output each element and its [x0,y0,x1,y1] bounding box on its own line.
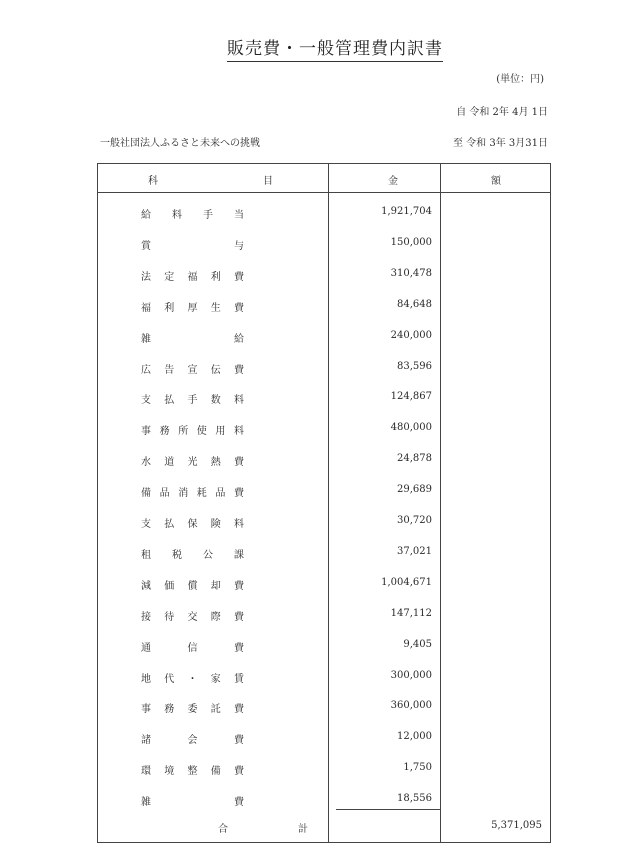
table-row [98,268,552,288]
expense-item-char: 費 [234,580,244,592]
expense-item-char: 水 [141,457,151,469]
period-to: 至 令和 3年 3月31日 [453,138,548,149]
expense-item-char: 厚 [187,302,198,314]
expense-item-char: 交 [187,611,198,623]
expense-item-char: 費 [234,611,244,623]
expense-item-amount: 24,878 [397,453,432,465]
expense-item-char: 費 [234,642,244,654]
expense-item-char: 租 [141,549,151,561]
table-row [98,391,552,411]
expense-item-amount: 29,689 [397,484,432,496]
table-row [98,762,552,782]
expense-item-amount: 1,921,704 [381,206,432,217]
expense-item-char: 費 [234,457,244,469]
expense-item-char: 支 [141,395,151,407]
document-title [0,34,640,62]
expense-item-char: 際 [210,611,221,623]
table-row [98,577,552,597]
expense-item-name [141,608,244,623]
expense-item-char: 雑 [141,333,151,345]
expense-item-char: 境 [164,766,175,778]
expense-item-char: 品 [215,488,226,500]
expense-item-name [141,762,244,777]
table-row [98,793,552,813]
expense-item-char: 険 [210,519,221,530]
expense-item-char: 法 [141,271,151,283]
expense-item-char: 定 [164,271,175,283]
expense-item-name [141,546,244,561]
expense-item-char: 保 [187,519,198,530]
expense-item-name [141,453,244,468]
expense-item-char: 福 [141,302,151,314]
expense-item-name [141,639,244,654]
expense-item-char: 賃 [234,673,244,685]
expense-item-name [141,422,244,437]
expense-item-char: 価 [164,580,175,592]
expense-item-char: 費 [234,364,244,376]
table-row [98,206,552,226]
expense-item-char: 環 [141,766,151,778]
expense-item-char: 払 [164,395,175,407]
expense-item-amount: 1,750 [403,762,432,774]
expense-item-char: 接 [141,611,151,623]
expense-item-name [141,206,244,221]
expense-item-char: 料 [233,426,244,438]
expense-item-char: 信 [187,642,198,654]
expense-item-char: 支 [141,519,151,530]
expense-item-char: 品 [159,488,170,500]
table-row [98,422,552,442]
expense-item-amount: 360,000 [390,700,432,712]
table-row [98,670,552,690]
expense-item-char: 給 [234,333,244,345]
expense-item-char: 税 [172,549,182,561]
expense-item-char: 雑 [141,797,151,809]
expense-item-char: 費 [234,797,244,809]
table-row [98,608,552,628]
expense-item-char: 用 [215,426,226,438]
expense-item-char: 公 [203,549,213,561]
expense-item-char: 料 [234,395,244,407]
expense-item-amount: 147,112 [390,607,432,619]
expense-item-amount: 9,405 [403,638,432,650]
expense-item-name [141,237,244,252]
expense-item-amount: 84,648 [397,298,432,310]
expense-item-char: 事 [141,426,151,438]
expense-item-char: 家 [210,673,221,685]
expense-item-amount: 300,000 [390,669,432,681]
expense-item-char: 務 [159,426,170,438]
expense-item-name [141,299,244,314]
expense-item-char: 福 [187,271,198,283]
table-row [98,453,552,473]
expense-item-name [141,515,244,530]
table-row [98,484,552,504]
table-row [98,330,552,350]
period-from: 自 令和 2年 4月 1日 [456,107,548,118]
expense-item-char: 費 [233,488,244,500]
expense-item-amount: 240,000 [390,329,432,341]
expense-item-char: 費 [234,271,244,283]
expense-item-char: 却 [210,580,221,592]
expense-item-name [141,484,244,499]
total-divider [336,809,440,810]
expense-item-char: 広 [141,364,151,376]
total-label [218,820,308,835]
expense-item-char: 料 [172,210,182,221]
table-row [98,639,552,659]
organization-name: 一般社団法人ふるさと未来への挑戦 [100,138,260,149]
expense-item-char: 賞 [141,240,151,252]
expense-item-amount: 310,478 [390,267,432,279]
expense-item-name [141,361,244,376]
expense-item-amount: 83,596 [397,360,432,372]
table-row [98,361,552,381]
expense-item-amount: 1,004,671 [381,576,432,588]
expense-item-char: 地 [141,673,151,685]
expense-item-char: 償 [187,580,198,592]
expense-item-name [141,670,244,685]
table-row [98,546,552,566]
table-row [98,299,552,319]
expense-item-char: 告 [164,364,175,376]
expense-item-amount: 37,021 [397,545,432,557]
expense-item-char: 耗 [196,488,207,500]
header-item-1: 科 [148,176,158,187]
expense-item-char: 待 [164,611,175,623]
table-row [98,515,552,535]
expense-item-char: 託 [210,704,221,716]
expense-item-char: 務 [164,704,175,716]
expense-item-char: 備 [210,766,221,778]
expense-item-char: 手 [203,210,213,221]
expense-table [97,163,551,843]
expense-item-char: 代 [164,673,175,685]
expense-item-amount: 480,000 [390,422,432,434]
expense-item-char: 通 [141,642,151,654]
header-amount-2: 額 [491,176,501,187]
unit-label: (単位：円) [496,74,544,85]
table-row [98,731,552,751]
expense-item-char: 生 [210,302,221,314]
expense-item-char: 所 [178,426,189,438]
expense-item-char: ・ [187,673,198,685]
expense-item-name [141,700,244,715]
expense-item-amount: 30,720 [397,515,432,526]
expense-item-name [141,731,244,746]
header-item-2: 目 [263,176,273,187]
expense-item-amount: 12,000 [397,731,432,743]
expense-item-name [141,391,244,406]
expense-item-char: 諸 [141,735,151,747]
expense-item-name [141,330,244,345]
expense-item-char: 事 [141,704,151,716]
table-row [98,237,552,257]
expense-item-char: 利 [210,271,221,283]
expense-item-char: 給 [141,210,151,221]
expense-item-char: 数 [210,395,221,407]
expense-item-char: 利 [164,302,175,314]
expense-item-char: 課 [234,549,244,561]
expense-item-char: 料 [234,519,244,530]
expense-item-char: 委 [187,704,198,716]
expense-item-char: 備 [141,488,151,500]
expense-item-char: 与 [234,240,244,252]
header-amount-1: 金 [388,176,398,187]
total-label-1: 合 [218,824,228,835]
total-label-2: 計 [298,824,308,835]
table-row [98,700,552,720]
expense-item-char: 使 [196,426,207,438]
expense-item-char: 費 [234,766,244,778]
expense-item-char: 熱 [210,457,221,469]
document-title-text: 販売費・一般管理費内訳書 [227,34,443,62]
expense-item-char: 光 [187,457,198,469]
expense-item-char: 費 [234,704,244,716]
expense-item-amount: 18,556 [397,793,432,805]
expense-item-char: 道 [164,457,175,469]
expense-item-name [141,577,244,592]
expense-item-char: 消 [178,488,189,500]
expense-item-char: 当 [234,210,244,221]
header-divider [98,192,550,193]
expense-item-char: 費 [234,302,244,314]
expense-item-name [141,793,244,808]
expense-item-char: 整 [187,766,198,778]
expense-item-char: 費 [234,735,244,747]
expense-item-char: 伝 [210,364,221,376]
expense-item-char: 会 [187,735,198,747]
expense-item-char: 減 [141,580,151,592]
expense-item-name [141,268,244,283]
expense-item-amount: 150,000 [390,236,432,248]
expense-item-char: 手 [187,395,198,407]
total-amount: 5,371,095 [491,820,542,831]
expense-item-char: 払 [164,519,175,530]
expense-item-amount: 124,867 [390,391,432,403]
expense-item-char: 宣 [187,364,198,376]
